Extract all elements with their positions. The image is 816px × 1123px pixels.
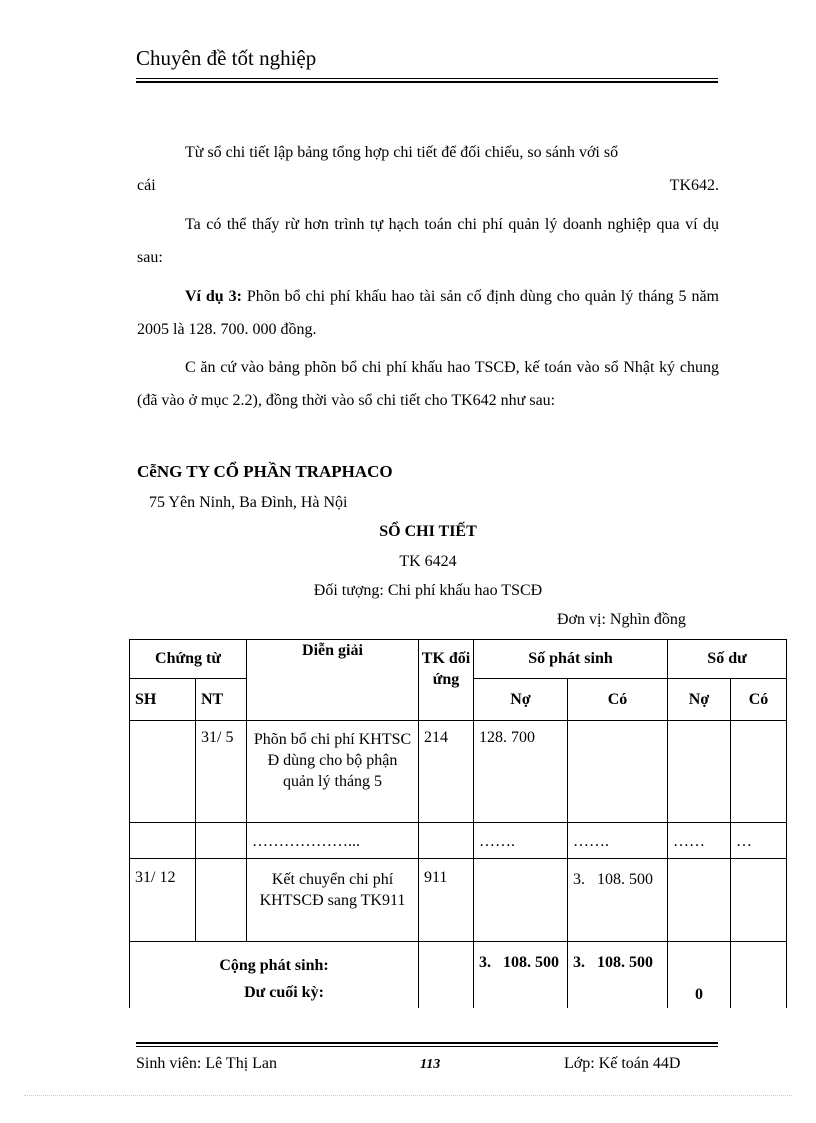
row2-nt: [196, 823, 247, 859]
page-bottom-divider: [24, 1095, 792, 1096]
paragraph-1-left: cái: [137, 177, 156, 194]
row1-no: 128. 700: [474, 721, 568, 823]
totals-label-phat-sinh: Cộng phát sinh:: [219, 957, 329, 974]
footer-class: Lớp: Kế toán 44D: [564, 1055, 681, 1072]
row1-du-co: [731, 721, 787, 823]
company-address: 75 Yên Ninh, Ba Đình, Hà Nội: [149, 494, 348, 511]
totals-du-co: [731, 942, 787, 1009]
totals-labels: [130, 942, 419, 1009]
header-rule-bottom: [136, 81, 718, 83]
table-row: [130, 823, 787, 859]
row2-co: …….: [568, 823, 668, 859]
document-header-title: Chuyên đề tốt nghiệp: [136, 46, 317, 70]
header-dien-giai: Diễn giải: [247, 640, 419, 721]
ledger-table: [129, 639, 787, 1008]
row2-dien-giai: ………………...: [247, 823, 419, 859]
row3-dien-giai: Kết chuyển chi phí KHTSCĐ sang TK911: [247, 859, 419, 942]
header-chung-tu: Chứng từ: [130, 640, 247, 679]
table-row: [130, 859, 787, 942]
totals-no: 3. 108. 500: [474, 942, 568, 1009]
row2-du-no: ……: [668, 823, 731, 859]
example-label: Ví dụ 3:: [185, 288, 242, 305]
row3-sh: 31/ 12: [130, 859, 196, 942]
ledger-account: TK 6424: [399, 553, 457, 570]
row2-du-co: …: [731, 823, 787, 859]
paragraph-1: [137, 136, 719, 169]
paragraph-1-main: Từ sổ chi tiết lập bảng tổng hợp chi tiết để đối chiếu, so sánh với sổ: [185, 144, 619, 161]
paragraph-3: [137, 280, 719, 346]
footer-rule-top: [136, 1042, 718, 1044]
totals-row: [130, 942, 787, 1009]
paragraph-1-line2: [137, 169, 719, 202]
row3-tk: 911: [419, 859, 474, 942]
company-name: CễNG TY CỔ PHẦN TRAPHACO: [137, 462, 393, 481]
paragraph-1-right: TK642.: [669, 177, 719, 194]
page-number: 113: [420, 1057, 441, 1072]
header-sh: SH: [130, 679, 196, 721]
header-so-phat-sinh: Số phát sinh: [474, 640, 668, 679]
row3-no: [474, 859, 568, 942]
row2-tk: [419, 823, 474, 859]
header-nt: NT: [196, 679, 247, 721]
footer-rule-bottom: [136, 1046, 718, 1047]
paragraph-4: C ăn cứ vào bảng phõn bổ chi phí khấu hao TSCĐ, kế toán vào sổ Nhật ký chung (đã vào ở mục 2.2), đồng thời vào sổ chi tiết cho TK642 như sau:: [137, 359, 719, 409]
ledger-title: SỔ CHI TIẾT: [379, 523, 477, 540]
header-no: Nợ: [474, 679, 568, 721]
row1-du-no: [668, 721, 731, 823]
header-du-co: Có: [731, 679, 787, 721]
table-row: [130, 721, 787, 823]
header-du-no: Nợ: [668, 679, 731, 721]
row1-sh: [130, 721, 196, 823]
row1-co: [568, 721, 668, 823]
row2-no: …….: [474, 823, 568, 859]
row1-nt: 31/ 5: [196, 721, 247, 823]
totals-co: 3. 108. 500: [568, 942, 668, 1009]
ledger-unit: Đơn vị: Nghìn đồng: [557, 611, 686, 628]
totals-label-du-cuoi: Dư cuối kỳ:: [244, 984, 324, 1001]
row1-dien-giai: Phõn bổ chi phí KHTSC Đ dùng cho bộ phận quản lý tháng 5: [247, 721, 419, 823]
row2-sh: [130, 823, 196, 859]
header-co: Có: [568, 679, 668, 721]
header-so-du: Số dư: [668, 640, 787, 679]
header-row-1: [130, 640, 787, 679]
row3-du-co: [731, 859, 787, 942]
paragraph-2: Ta có thể thấy rừ hơn trình tự hạch toán chi phí quản lý doanh nghiệp qua ví dụ sau:: [137, 216, 719, 266]
totals-tk: [419, 942, 474, 1009]
ledger-subject: Đối tượng: Chi phí khấu hao TSCĐ: [313, 582, 543, 599]
row3-nt: [196, 859, 247, 942]
header-rule-top: [136, 78, 718, 79]
example-text: Phõn bổ chi phí khấu hao tài sản cố định dùng cho quản lý tháng 5 năm 2005 là 128. 700. 000 đồng.: [137, 288, 720, 338]
totals-du-no: 0: [668, 942, 731, 1009]
row3-co: 3. 108. 500: [568, 859, 668, 942]
row3-du-no: [668, 859, 731, 942]
row1-tk: 214: [419, 721, 474, 823]
header-tk-doi-ung: TK đối ứng: [419, 640, 474, 721]
footer-student: Sinh viên: Lê Thị Lan: [136, 1055, 278, 1072]
